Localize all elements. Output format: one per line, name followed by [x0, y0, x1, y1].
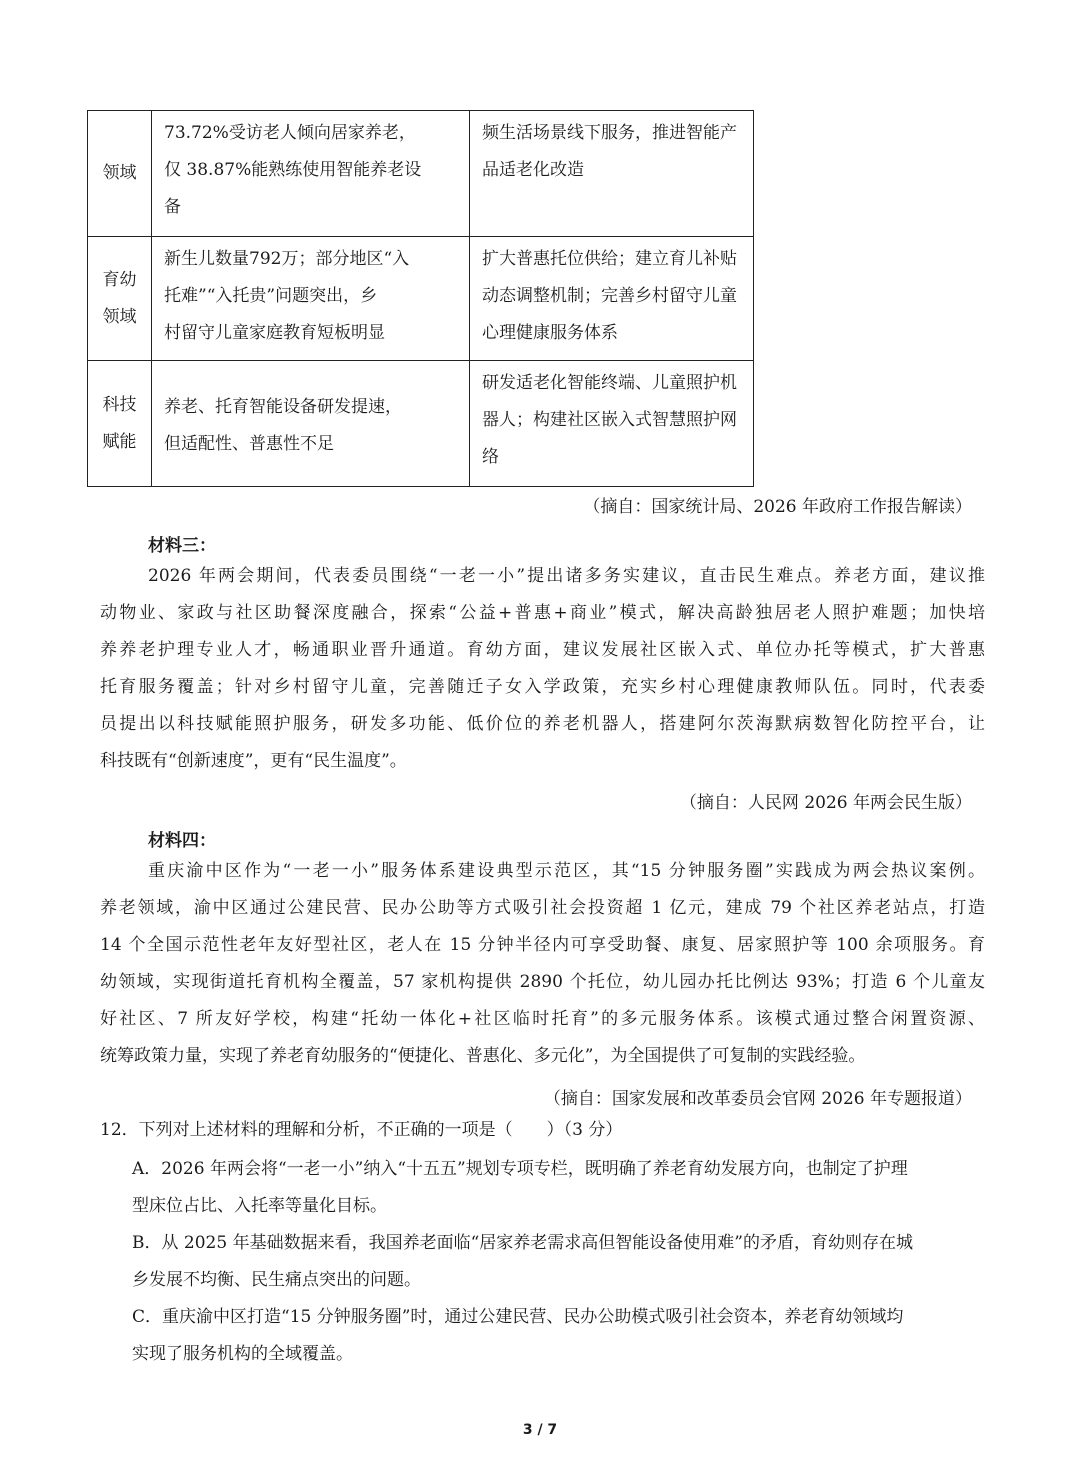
option-line: C．重庆渝中区打造“15 分钟服务圈”时，通过公建民营、民办公助模式吸引社会资本，养老育幼领域均 [132, 1307, 904, 1327]
material4-paragraph [100, 853, 985, 1075]
table-cell-category [88, 361, 152, 487]
option-line: B．从 2025 年基础数据来看，我国养老面临“居家养老需求高但智能设备使用难”的矛盾，育幼则存在城 [132, 1233, 913, 1253]
category-line: 领域 [102, 163, 137, 183]
cell-line: 新生儿数量792万；部分地区“入 [164, 249, 410, 269]
paragraph-line: 养老领域，渝中区通过公建民营、民办公助等方式吸引社会投资超 1 亿元，建成 79 个社区养老站点，打造 [100, 898, 985, 918]
option-c[interactable] [132, 1299, 982, 1373]
option-line: A．2026 年两会将“一老一小”纳入“十五五”规划专项专栏，既明确了养老育幼发展方向，也制定了护理 [132, 1159, 908, 1179]
category-line: 科技 [102, 394, 137, 415]
cell-line: 仅 38.87%能熟练使用智能养老设 [164, 160, 422, 180]
material3-heading: 材料三： [148, 536, 216, 556]
material4-heading: 材料四： [148, 831, 216, 851]
table-cell-measures [470, 361, 754, 487]
table-row [88, 361, 754, 487]
option-line: 实现了服务机构的全域覆盖。 [132, 1344, 353, 1364]
paragraph-line: 员提出以科技赋能照护服务，研发多功能、低价位的养老机器人，搭建阿尔茨海默病数智化防控平台，让 [100, 714, 985, 734]
table-cell-status [152, 361, 470, 487]
paragraph-line: 2026 年两会期间，代表委员围绕“一老一小”提出诸多务实建议，直击民生难点。养老方面，建议推 [148, 566, 985, 586]
cell-line: 养老、托育智能设备研发提速， [164, 396, 402, 417]
material4-source: （摘自：国家发展和改革委员会官网 2026 年专题报道） [543, 1089, 972, 1109]
cell-line: 备 [164, 197, 181, 217]
option-a[interactable] [132, 1151, 982, 1225]
paragraph-line: 幼领域，实现街道托育机构全覆盖，57 家机构提供 2890 个托位，幼儿园办托比例达 93%；打造 6 个儿童友 [100, 972, 985, 992]
category-line: 赋能 [102, 431, 137, 452]
table-row [88, 111, 754, 237]
material3-source: （摘自：人民网 2026 年两会民生版） [679, 793, 972, 813]
paragraph-line: 统筹政策力量，实现了养老育幼服务的“便捷化、普惠化、多元化”，为全国提供了可复制的实践经验。 [100, 1046, 866, 1066]
cell-line: 品适老化改造 [482, 160, 584, 180]
question-stem: 12．下列对上述材料的理解和分析，不正确的一项是（ ）（3 分） [100, 1120, 623, 1140]
policy-table [87, 110, 754, 487]
paragraph-line: 14 个全国示范性老年友好型社区，老人在 15 分钟半径内可享受助餐、康复、居家照护等 100 余项服务。育 [100, 935, 985, 955]
cell-line: 研发适老化智能终端、儿童照护机 [482, 373, 737, 393]
option-line: 型床位占比、入托率等量化目标。 [132, 1196, 387, 1216]
cell-line: 村留守儿童家庭教育短板明显 [164, 323, 385, 343]
page-number: 3 / 7 [522, 1422, 558, 1438]
table-cell-category [88, 111, 152, 237]
table-cell-status [152, 237, 470, 361]
paragraph-line: 好社区、7 所友好学校，构建“托幼一体化+社区临时托育”的多元服务体系。该模式通过整合闲置资源、 [100, 1009, 985, 1029]
table-cell-category [88, 237, 152, 361]
cell-line: 但适配性、普惠性不足 [164, 433, 334, 454]
paragraph-line: 托育服务覆盖；针对乡村留守儿童，完善随迁子女入学政策，充实乡村心理健康教师队伍。同时，代表委 [100, 677, 985, 697]
table-source: （摘自：国家统计局、2026 年政府工作报告解读） [583, 497, 972, 517]
material3-paragraph [100, 558, 985, 780]
option-line: 乡发展不均衡、民生痛点突出的问题。 [132, 1270, 421, 1290]
paragraph-line: 动物业、家政与社区助餐深度融合，探索“公益+普惠+商业”模式，解决高龄独居老人照护难题；加快培 [100, 603, 985, 623]
cell-line: 器人；构建社区嵌入式智慧照护网 [482, 410, 737, 430]
option-b[interactable] [132, 1225, 982, 1299]
cell-line: 托难”“入托贵”问题突出，乡 [164, 286, 378, 306]
table-cell-status [152, 111, 470, 237]
table-row [88, 237, 754, 361]
cell-line: 动态调整机制；完善乡村留守儿童 [482, 286, 737, 306]
cell-line: 络 [482, 447, 499, 467]
category-line: 育幼 [102, 269, 137, 290]
category-line: 领域 [102, 306, 137, 327]
table-cell-measures [470, 237, 754, 361]
cell-line: 73.72%受访老人倾向居家养老， [164, 123, 416, 143]
cell-line: 心理健康服务体系 [482, 323, 618, 343]
table-cell-measures [470, 111, 754, 237]
paragraph-line: 养养老护理专业人才，畅通职业晋升通道。育幼方面，建议发展社区嵌入式、单位办托等模式，扩大普惠 [100, 640, 985, 660]
paragraph-line: 科技既有“创新速度”，更有“民生温度”。 [100, 751, 407, 771]
cell-line: 扩大普惠托位供给；建立育儿补贴 [482, 249, 737, 269]
cell-line: 频生活场景线下服务，推进智能产 [482, 123, 737, 143]
paragraph-line: 重庆渝中区作为“一老一小”服务体系建设典型示范区，其“15 分钟服务圈”实践成为两会热议案例。 [148, 861, 985, 881]
